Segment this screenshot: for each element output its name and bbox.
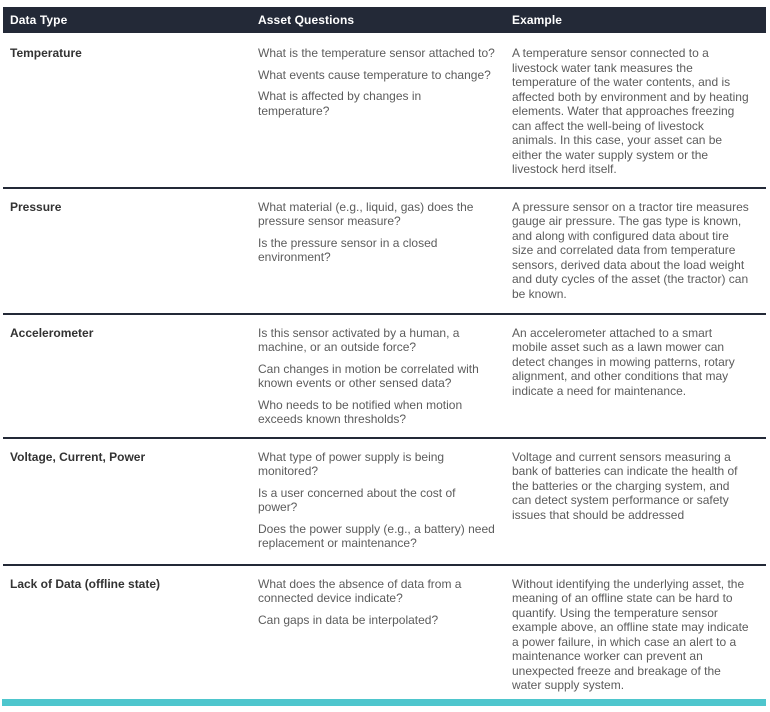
data-type-label: Accelerometer [10,325,94,340]
asset-questions-cell [251,326,505,427]
question-text: Does the power supply (e.g., a battery) need replacement or maintenance? [258,521,495,550]
table-row [3,187,766,313]
example-cell [505,200,766,303]
question-text: Who needs to be notified when motion exceeds known thresholds? [258,397,463,426]
question-text: What events cause temperature to change? [258,67,491,82]
column-header-asset-questions: Asset Questions [258,13,355,27]
column-header-data-type: Data Type [10,13,68,27]
table-row [3,33,766,187]
question-text: Can changes in motion be correlated with known events or other sensed data? [258,361,479,390]
question-text: Is the pressure sensor in a closed environment? [258,235,438,264]
column-header-example: Example [512,13,563,27]
example-text: Voltage and current sensors measuring a bank of batteries can indicate the health of the batteries or the charging system, and can detect system performance or safety issues that should be addressed [512,449,738,522]
question-text: Is a user concerned about the cost of power? [258,485,456,514]
data-type-label: Temperature [10,46,82,60]
example-cell [505,46,766,177]
data-type-label: Voltage, Current, Power [10,449,146,464]
table-row [3,437,766,564]
data-type-label: Lack of Data (offline state) [10,576,161,591]
question-text: Is this sensor activated by a human, a machine, or an outside force? [258,325,460,354]
asset-questions-cell [251,450,505,554]
asset-questions-cell [251,200,505,303]
question-text: What is the temperature sensor attached to? [258,46,495,60]
question-text: What is affected by changes in temperature? [258,89,422,118]
example-cell [505,450,766,554]
question-text: What does the absence of data from a connected device indicate? [258,576,462,605]
asset-questions-cell [251,577,505,693]
example-text: A pressure sensor on a tractor tire measures gauge air pressure. The gas type is known, and along with configured data about tire size and correlated data from temperature sensors, derived data about the load weight and duty cycles of the asset (the tractor) can be known. [512,199,749,301]
question-text: What type of power supply is being monitored? [258,449,445,478]
example-text: A temperature sensor connected to a livestock water tank measures the temperature of the water contents, and is affected both by environment and by heating elements. Water that approaches freezing can affect the well-being of livestock animals. In this case, your asset can be either the water supply system or the livestock herd itself. [512,46,749,176]
table-header-row [3,7,766,33]
example-cell [505,326,766,427]
example-text: An accelerometer attached to a smart mobile asset such as a lawn mower can detect changes in mowing patterns, rotary alignment, and other conditions that may indicate a need for maintenance. [512,325,735,398]
asset-questions-cell [251,46,505,177]
question-text: Can gaps in data be interpolated? [258,612,439,627]
example-text: Without identifying the underlying asset, the meaning of an offline state can be hard to quantify. Using the temperature sensor example above, an offline state may indicate a power failure, in which case an alert to a maintenance worker can prevent an unexpected freeze and breakage of the water supply system. [512,576,749,692]
data-type-table [3,7,766,703]
teal-accent-bar [2,699,766,706]
question-text: What material (e.g., liquid, gas) does the pressure sensor measure? [258,199,474,228]
table-row [3,313,766,437]
data-type-label: Pressure [10,199,62,214]
example-cell [505,577,766,693]
table-row [3,564,766,703]
